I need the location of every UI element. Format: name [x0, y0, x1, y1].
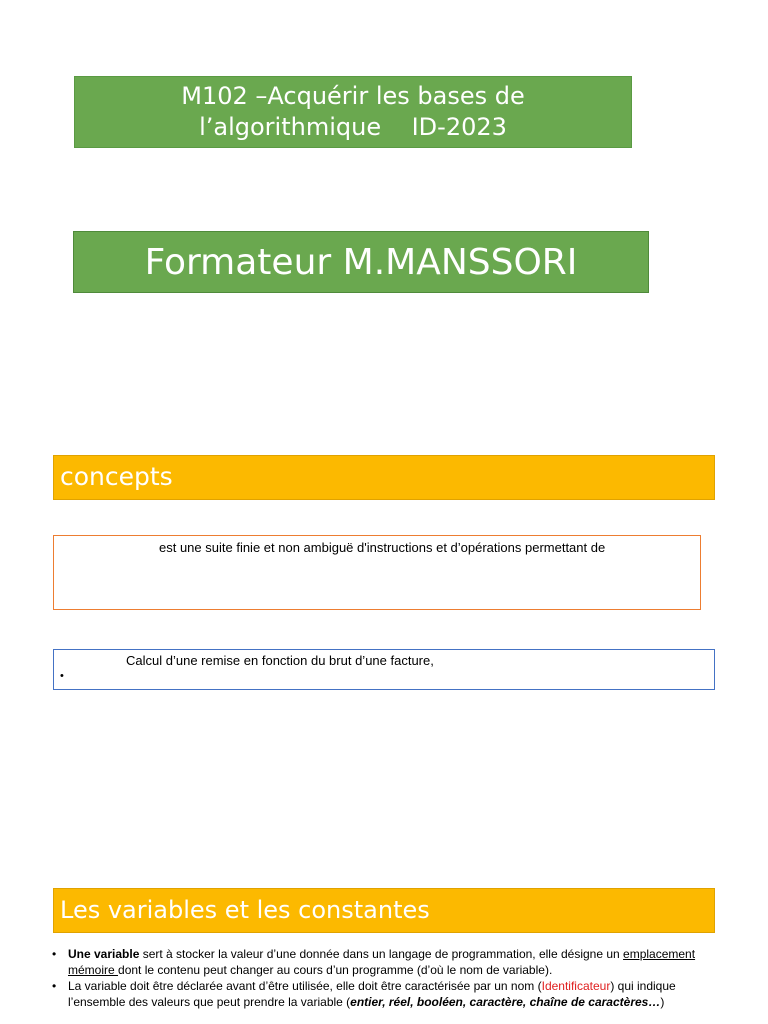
definition-box	[53, 535, 701, 610]
section-concepts-header	[53, 455, 715, 500]
section-concepts-title: concepts	[60, 462, 173, 491]
bullet-icon: •	[52, 947, 57, 961]
list-item	[50, 946, 730, 978]
section-variables-header	[53, 888, 715, 933]
bullet-text: La variable doit être déclarée avant d’être utilisée, elle doit être caractérisée par un nom (	[68, 979, 542, 993]
example-box	[53, 649, 715, 690]
term-variable: Une variable	[68, 947, 140, 961]
definition-text: est une suite finie et non ambiguë d'instructions et d’opérations permettant de	[159, 540, 606, 555]
example-text: Calcul d’une remise en fonction du brut d’une facture,	[126, 653, 434, 668]
bullet-icon: •	[52, 979, 57, 993]
identificateur-term: Identificateur	[541, 979, 611, 993]
module-title-line1: M102 –Acquérir les bases de	[181, 82, 525, 110]
section-variables-title: Les variables et les constantes	[60, 896, 430, 924]
variables-bullet-list	[50, 946, 730, 1010]
bullet-text: dont le contenu peut changer au cours d’un programme (d’où le nom de variable).	[118, 963, 553, 977]
bullet-text: sert à stocker la valeur d’une donnée dans un langage de programmation, elle désigne un	[139, 947, 624, 961]
bullet-text: ) qui indique l’ensemble des valeurs que peut prendre la variable (	[68, 979, 676, 1009]
types-list: entier, réel, booléen, caractère, chaîne de caractères…	[350, 995, 661, 1009]
bullet-icon: •	[60, 670, 64, 682]
bullet-text: )	[660, 995, 665, 1009]
emplacement-memoire-term: emplacement mémoire	[68, 947, 696, 977]
list-item	[50, 978, 730, 1010]
module-title-box	[74, 76, 632, 148]
module-title-line2: l’algorithmique ID-2023	[199, 113, 507, 141]
trainer-name: Formateur M.MANSSORI	[144, 242, 578, 283]
trainer-name-box	[73, 231, 649, 293]
